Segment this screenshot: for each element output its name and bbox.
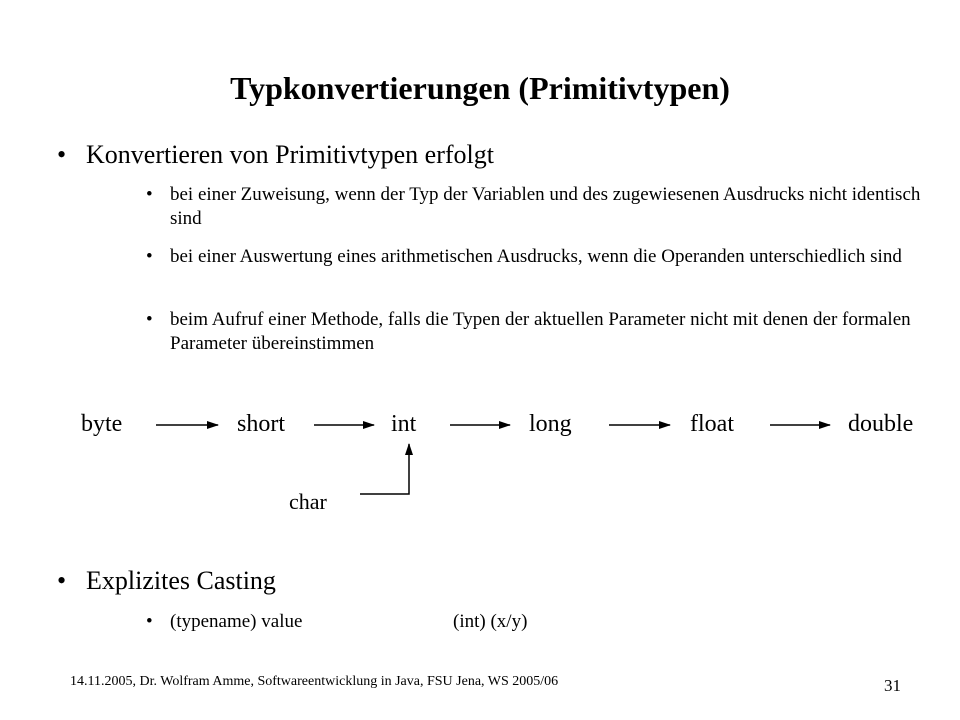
type-float: float [690,411,734,437]
type-char: char [289,489,327,514]
footer: 14.11.2005, Dr. Wolfram Amme, Softwareentwicklung in Java, FSU Jena, WS 2005/06 [70,674,559,689]
page-number: 31 [884,676,901,695]
type-short: short [237,411,285,437]
bullet-dot: • [57,140,67,169]
bullet-text: Konvertieren von Primitivtypen erfolgt [86,140,494,169]
subitem-text: (typename) value [170,611,303,632]
bullet-dot: • [57,566,67,595]
subitem-text: bei einer Auswertung eines arithmetischen Ausdrucks, wenn die Operanden unterschiedlich sind [170,246,902,267]
bullet-text: Explizites Casting [86,566,276,595]
bullet-dot: • [146,309,153,330]
subitem-text: bei einer Zuweisung, wenn der Typ der Variablen und des zugewiesenen Ausdrucks nicht identisch sind [170,184,921,229]
subitem-text: beim Aufruf einer Methode, falls die Typen der aktuellen Parameter nicht mit denen der formalen Parameter übereinstimmen [170,309,911,354]
type-double: double [848,411,914,437]
slide-title: Typkonvertierungen (Primitivtypen) [230,70,730,106]
arrow-char-int [360,444,409,494]
bullet-dot: • [146,611,153,632]
casting-example: (int) (x/y) [453,611,528,632]
type-long: long [529,411,572,437]
type-int: int [391,411,417,437]
bullet-dot: • [146,246,153,267]
type-byte: byte [81,411,123,437]
bullet-dot: • [146,184,153,205]
